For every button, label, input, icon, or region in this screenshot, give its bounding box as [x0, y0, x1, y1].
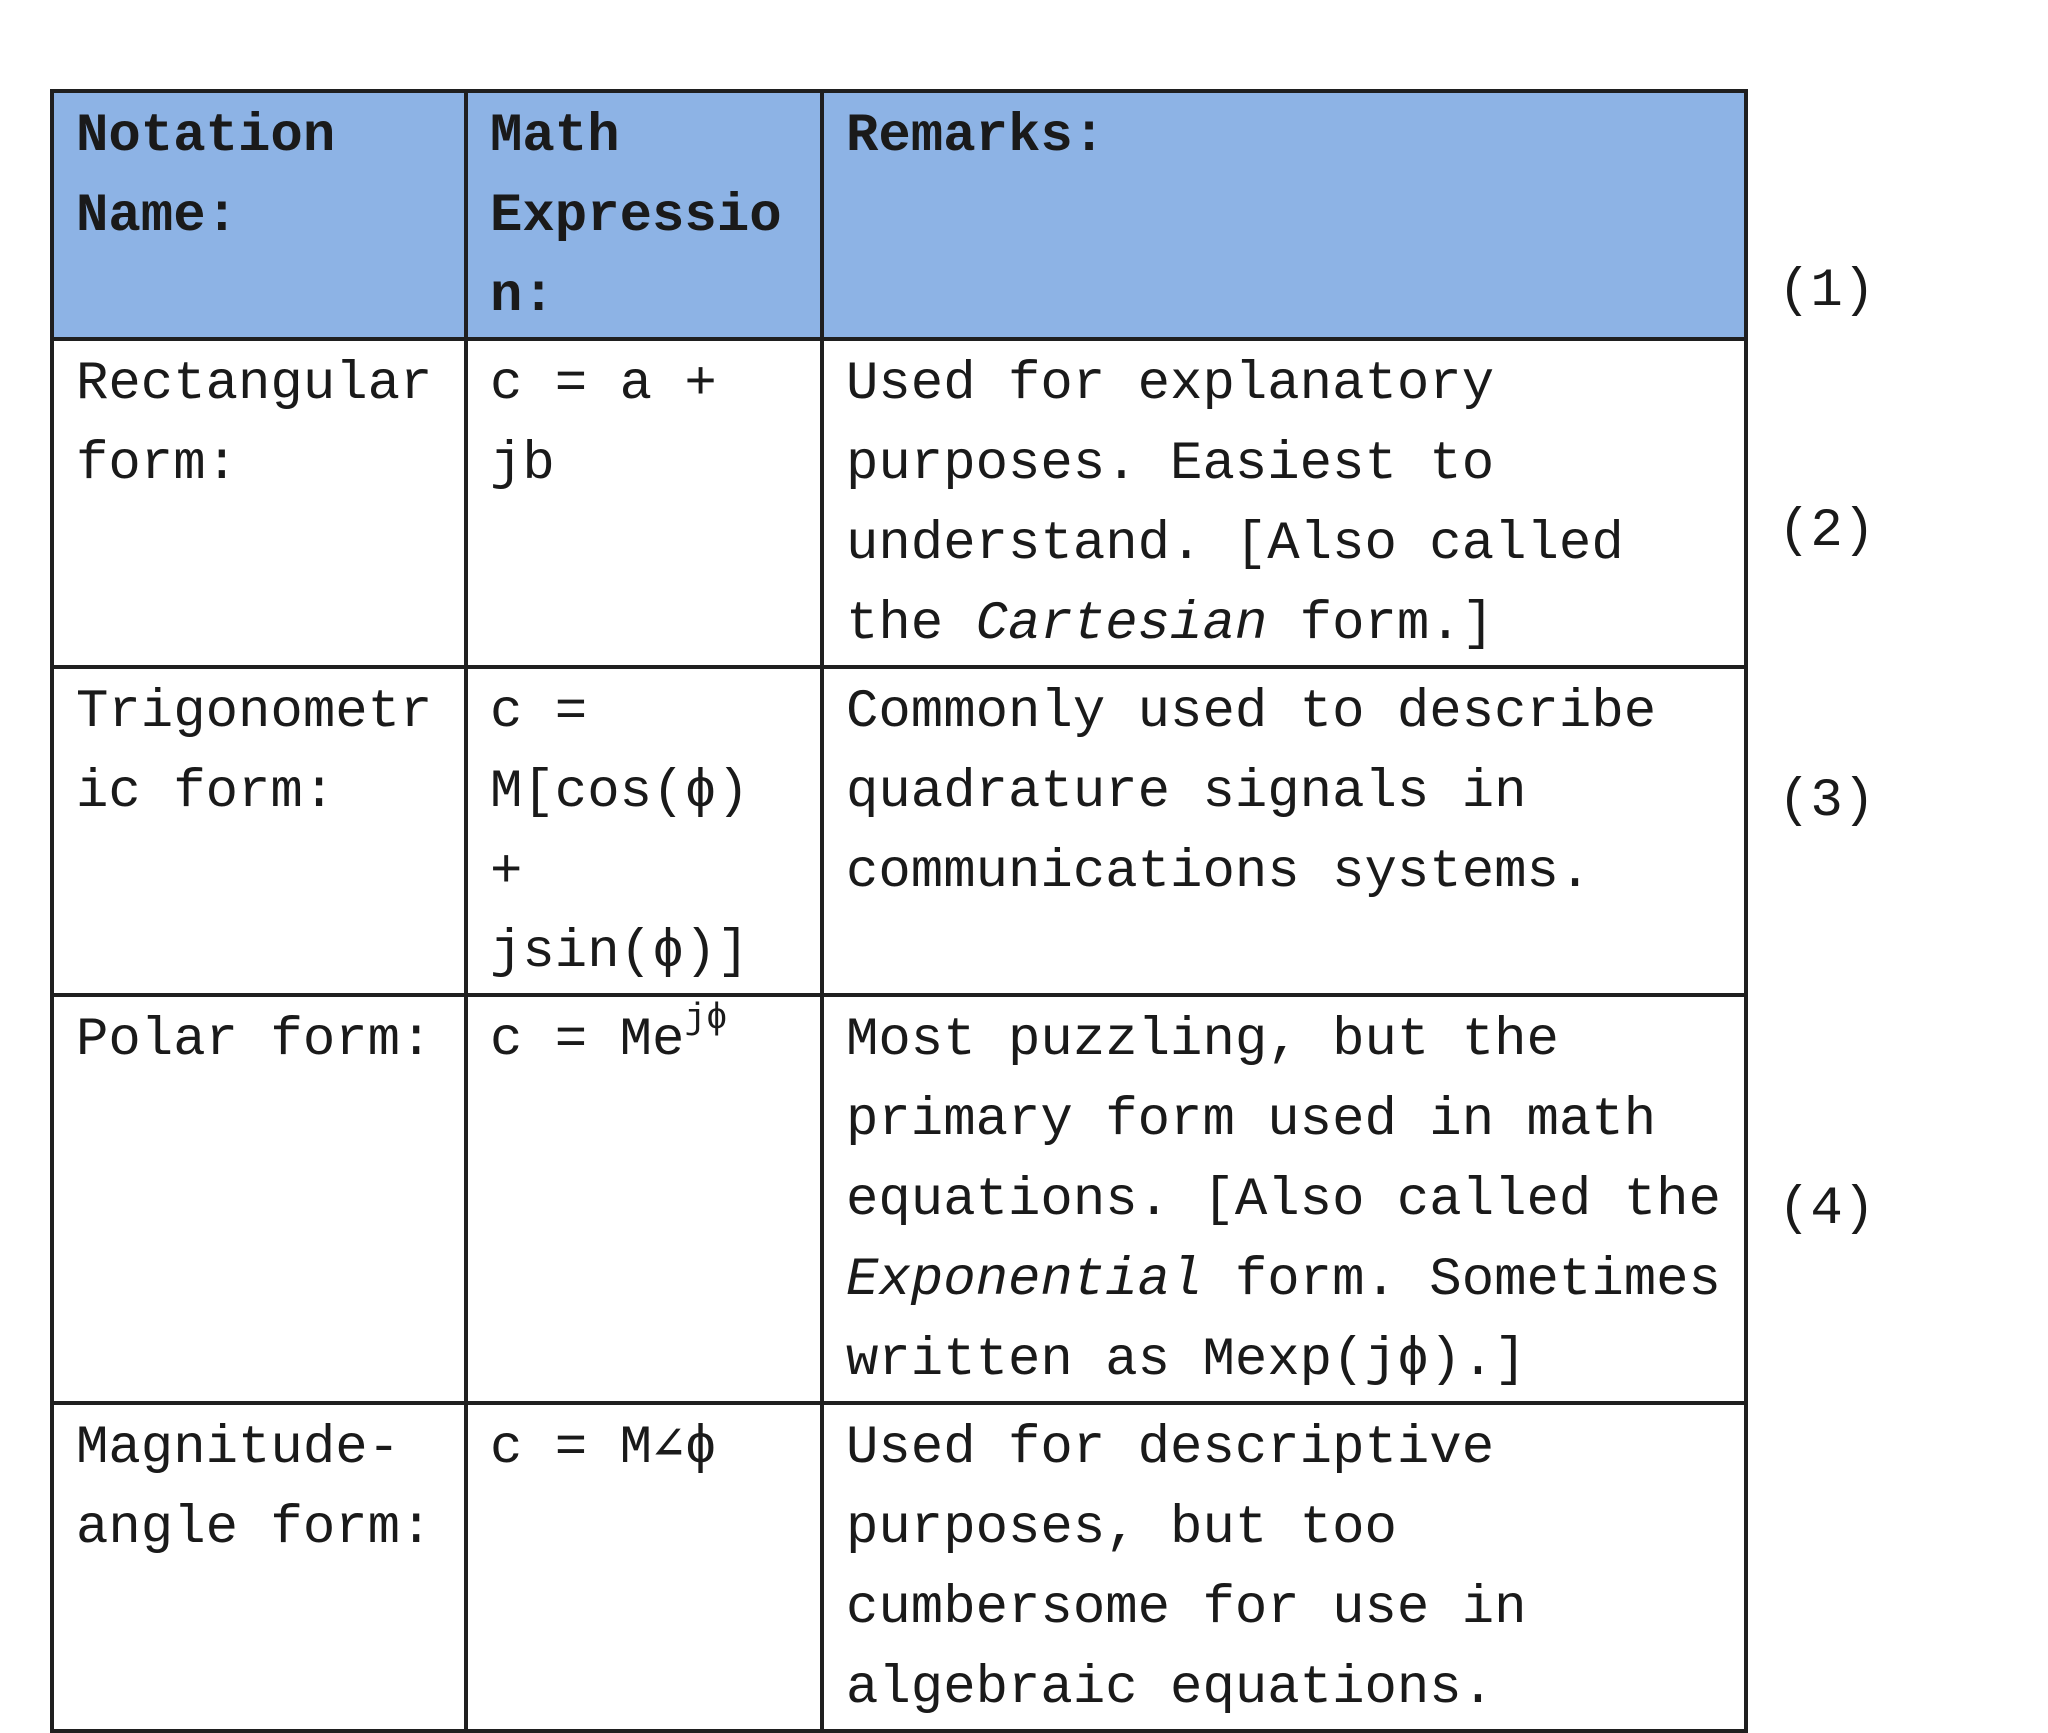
- math-expression-cell: c = a + jb: [466, 339, 822, 667]
- header-remarks: Remarks:: [822, 91, 1746, 339]
- remarks-text: Used for descriptive purposes, but too cumbersome for use in algebraic equations.: [846, 1418, 1527, 1719]
- notation-name-cell: Polar form:: [52, 995, 466, 1403]
- complex-notation-table: [50, 89, 1748, 1733]
- header-math-expression: Math Expression:: [466, 91, 822, 339]
- equation-number: (4): [1778, 1179, 1876, 1240]
- equation-number: (3): [1778, 771, 1876, 832]
- remarks-text-end: form. Sometimes written as Mexp(jϕ).]: [846, 1250, 1721, 1391]
- remarks-cell: [822, 667, 1746, 995]
- header-notation-name: Notation Name:: [52, 91, 466, 339]
- table-row: [52, 667, 1746, 995]
- table-header-row: [52, 91, 1746, 339]
- remarks-italic-term: Exponential: [846, 1250, 1203, 1311]
- math-expression-cell: [466, 995, 822, 1403]
- remarks-cell: [822, 995, 1746, 1403]
- remarks-text: Used for explanatory purposes. Easiest to understand. [Also called the: [846, 354, 1624, 655]
- table-row: [52, 995, 1746, 1403]
- equation-number: (2): [1778, 501, 1876, 562]
- remarks-italic-term: Cartesian: [975, 594, 1268, 655]
- remarks-text: Commonly used to describe quadrature signals in communications systems.: [846, 682, 1657, 903]
- remarks-text: Most puzzling, but the primary form used in math equations. [Also called the: [846, 1010, 1721, 1231]
- math-expression-cell: c = M[cos(ϕ) + jsin(ϕ)]: [466, 667, 822, 995]
- remarks-text-end: form.]: [1267, 594, 1495, 655]
- table-row: [52, 1403, 1746, 1731]
- math-expression-base: c = Me: [490, 1010, 685, 1071]
- table-row: [52, 339, 1746, 667]
- equation-number: (1): [1778, 261, 1876, 322]
- math-expression-cell: c = M∠ϕ: [466, 1403, 822, 1731]
- notation-name-cell: Magnitude-angle form:: [52, 1403, 466, 1731]
- remarks-cell: [822, 339, 1746, 667]
- math-expression-superscript: jϕ: [684, 998, 728, 1039]
- notation-name-cell: Rectangular form:: [52, 339, 466, 667]
- notation-name-cell: Trigonometric form:: [52, 667, 466, 995]
- remarks-cell: [822, 1403, 1746, 1731]
